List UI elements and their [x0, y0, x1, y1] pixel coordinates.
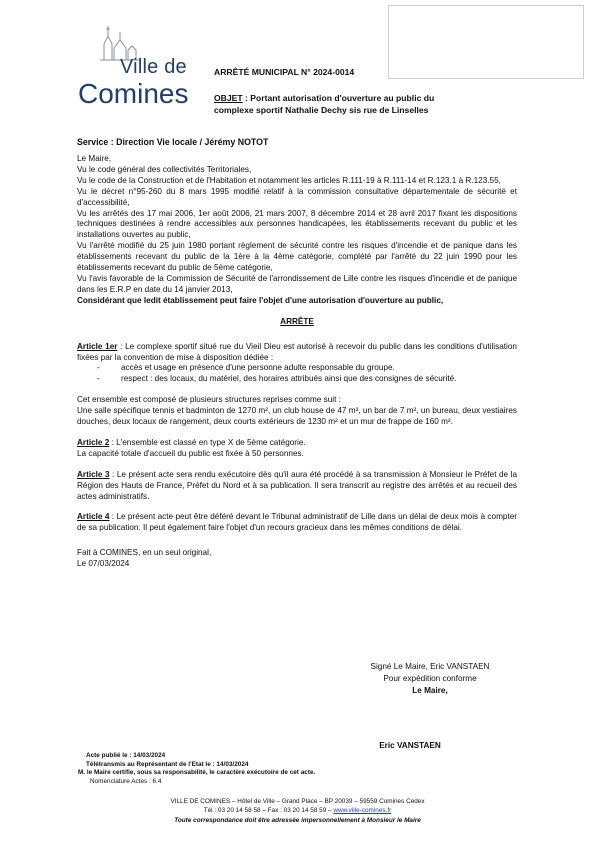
bullet-item: [77, 363, 517, 374]
preamble-line: Vu l'arrêté modifié du 25 juin 1980 portant règlement de sécurité contre les risques d'incendie et de panique dans les établissements recevant du public de la 1ère à la 4ème catégorie, complété par l'arrêté du 22 juin 1990 pour les établissements recevant du public de 5ème catégorie,: [77, 241, 517, 273]
composition-intro: Cet ensemble est composé de plusieurs structures reprises comme suit :: [77, 395, 341, 405]
website-link[interactable]: www.ville-comines.fr: [333, 807, 392, 814]
preamble-line: Vu les arrêtés des 17 mai 2006, 1er août 2006, 21 mars 2007, 8 décembre 2014 et 28 avril 2017 fixant les dispositions techniques destinées à rendre accessibles aux personnes handicapées, les établissements recevant du public et les installations ouvertes au public,: [77, 208, 517, 240]
signature-name: Eric VANSTAEN: [379, 741, 441, 750]
bullet-text: - respect : des locaux, du matériel, des horaires attribués ainsi que des consignes de sécurité.: [121, 374, 457, 384]
preamble-line: Considérant que ledit établissement peut faire l'objet d'une autorisation d'ouverture au public,: [77, 295, 444, 305]
certification-text: M. le Maire certifie, sous sa responsabilité, le caractère exécutoire de cet acte.: [78, 769, 316, 777]
address-line: VILLE DE COMINES – Hôtel de Ville – Grand Place – BP 20039 – 59559 Comines Cedex: [170, 798, 425, 805]
signature-signed: Signé Le Maire, Eric VANSTAEN: [370, 662, 490, 671]
article-label: Article 1er: [77, 341, 118, 351]
composition-text: Une salle spécifique tennis et badminton de 1270 m², un club house de 47 m², un bar de 7 m², un bureau, deux vestiaires douches, deux locaux de rangement, deux courts extérieurs de 1230 m² et un mur de frappe de 160 m².: [77, 406, 517, 427]
article-text: : Le présent acte peut être déféré devant le Tribunal administratif de Lille dans un délai de deux mois à compter de sa publication. Il peut également faire l'objet d'un recours gracieux dans les mêmes conditions de délai.: [77, 512, 518, 533]
signature-expedition: Pour expédition conforme: [383, 674, 477, 683]
transmitted-date: Télétransmis au Représentant de l'Etat le : 14/03/2024: [86, 760, 249, 768]
correspondence-note: Toute correspondance doit être adressée impersonnellement à Monsieur le Maire: [174, 817, 421, 824]
article-1: [77, 342, 517, 364]
decree-subject: [214, 92, 474, 116]
article-4: [77, 512, 517, 534]
article-text: : L'ensemble est classé en type X de 5ème catégorie.: [109, 437, 306, 447]
article-2: [77, 438, 517, 449]
preamble-line: Vu le code de la Construction et de l'Habitation et notamment les articles R.111-19 à R.111-14 et R.123.1 à R.123.55,: [77, 175, 501, 185]
closing-date: Le 07/03/2024: [77, 559, 130, 569]
article-text: : Le présent acte sera rendu exécutoire dès qu'il aura été procédé à sa transmission à Monsieur le Préfet de la Région des Hauts de France, Préfet du Nord et à sa publication. Il sera transcrit au registre des arrêtés et au recueil des actes administratifs.: [77, 469, 517, 501]
bullet-text: - accès et usage en présence d'une personne adulte responsable du groupe.: [121, 363, 395, 373]
service-line: Service : Direction Vie locale / Jérémy NOTOT: [77, 137, 269, 147]
capacity-text: La capacité totale d'accueil du public est fixée à 50 personnes.: [77, 448, 304, 458]
signature-maire: Le Maire,: [412, 686, 448, 695]
contact-text: Tél : 03 20 14 58 58 – Fax : 03 20 14 58 59 –: [203, 807, 334, 814]
closing-place: Fait à COMINES, en un seul original,: [77, 548, 212, 558]
logo-ville-text: Ville de: [120, 56, 187, 78]
article-label: Article 2: [77, 437, 110, 447]
preamble-line: Vu le code général des collectivités Territoriales,: [77, 164, 252, 174]
bullet-item: [77, 374, 517, 385]
article-label: Article 4: [77, 512, 110, 522]
preamble-line: Le Maire,: [77, 154, 112, 163]
decree-title: ARRÊTÉ MUNICIPAL N° 2024-0014: [214, 67, 355, 77]
contact-line: [60, 806, 535, 815]
publication-footer: [78, 752, 316, 786]
decree-body: [77, 154, 517, 570]
logo-comines-text: Comines: [78, 78, 189, 109]
arrete-heading: ARRÊTE: [280, 316, 314, 326]
subject-text: : Portant autorisation d'ouverture au public du complexe sportif Nathalie Dechy sis rue de Linselles: [214, 93, 435, 115]
preamble-line: Vu l'avis favorable de la Commission de Sécurité de l'arrondissement de Lille contre les risques d'incendie et de panique dans les E.R.P en date du 14 janvier 2013,: [77, 273, 517, 294]
published-date: Acte publié le : 14/03/2024: [86, 752, 166, 759]
decree-header: [214, 66, 474, 116]
article-label: Article 3: [77, 469, 110, 479]
nomenclature-text: Nomenclature Actes : 6.4: [90, 777, 162, 785]
preamble-line: Vu le décret n°95-260 du 8 mars 1995 modifié relatif à la commission consultative départementale de sécurité et d'accessibilité,: [77, 186, 517, 207]
article-3: [77, 470, 517, 503]
subject-label: OBJET: [214, 93, 243, 103]
article-text: : Le complexe sportif situé rue du Vieil Dieu est autorisé à recevoir du public dans les conditions d'utilisation fixées par la convention de mise à disposition dédiée :: [77, 341, 517, 362]
